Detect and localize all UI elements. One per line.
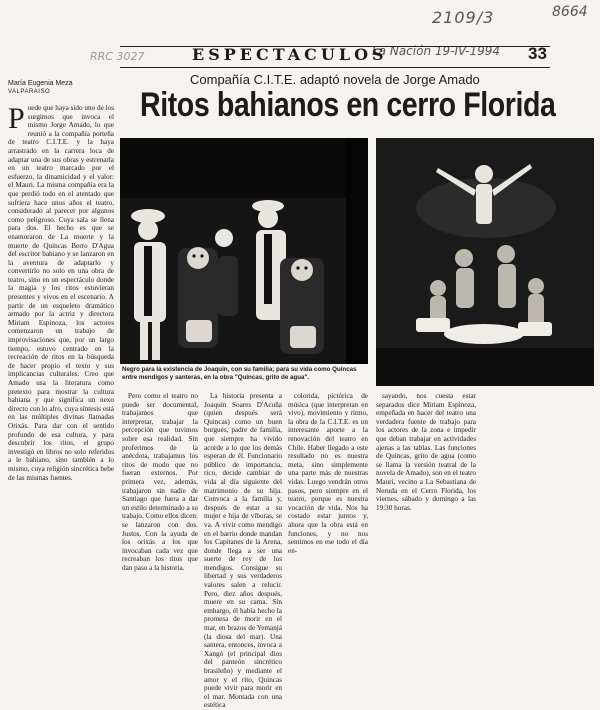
article-column-2 [122,392,198,572]
dateline-location: VALPARAISO [8,89,51,95]
article-headline: Ritos bahianos en cerro Florida [140,86,556,124]
article-column-4 [288,392,368,555]
author-name: María Eugenia Meza [8,80,73,87]
handwritten-date-note: La Nación 19-IV-1994 [372,44,501,58]
article-column-1 [8,104,114,520]
byline [8,80,73,95]
article-kicker: Compañía C.I.T.E. adaptó novela de Jorge Amado [190,72,480,87]
page-number: 33 [528,44,547,63]
stage-photo-secondary [376,138,594,386]
stage-photo-main-image [120,138,368,364]
drop-cap: P [8,102,25,135]
column-3-text: La historia presenta a Joaquín Soares D'Acuña (quien después será Quincas) como un buen burgués, padre de familia, que siempre ha vivido acorde a lo que los demás esperan de él. Funcionario público de importancia, rico, decide cambiar de vida al día siguiente del matrimonio de su hija. Convoca a la familia y, después de estar a su mujer e hija de víboras, se va. A vivir como mendigo en el barrio donde mandan los Capitanes de la Arena, donde llega a ser una suerte de rey de los mendigos. Consigue su libertad y sus verdaderos valores salen a relucir. Pero, diez años después, muere en su cama. Sin embargo, él había hecho la promesa de morir en el mar, en brazos de Yemanjá (la diosa del mar). Una santera, entonces, invoca a Xangó (el principal dios del panteón sincrético brasileño) y mediante el amor y el rito, Quincas puede vivir para morir en el mar. Montada con una estética [204,392,282,710]
column-2-text: Pero como el teatro no puede ser documental, trabajamos que interpretar, trabajar la percepción que tuvimos sobre esa realidad. Sin proferimos de la anécdota, trabajamos los ritos de modo que no fueran externos. Por primera vez, además, trabajaron sin nadie de Santiago que fuera a dar un estilo determinado a su trabajo. Como ellos dicen: se lanzaron con dos. Justos. Con la ayuda de los orixás a los que invocaban cada vez que recreaban los ritos que dan paso a la historia. [122,392,198,572]
column-1-text: uede que haya sido uno de los surgimos que invoca el mismo Jorge Amado, lo que reunió a la compañía porteña de teatro C.I.T.E. y la haya arrastrado en la carrera loca de adaptar una de sus obras y estrenarla en un teatro marcado por el esfuerzo, la dinamicidad y el valor: el Mauri. La misma compañía era la que perdió todo en el atentado que sufriera hace unos años el teatro, considerado al parecer por algunos como peligroso. Cuya sala se llena para dos. El hecho es que se enamoraron de La muerte y la muerte de Quincas Berro D'Agua del escritor bahiano y se lanzaron en la aventura de adaptarlo y convertirlo no solo en una obra de teatro, sino en un espectáculo donde la magia y los ritos estuvieran presentes y vivos en el escenario. A partir de un esqueleto dramático armado por la actriz y directora Miriam Espinoza, los actores comenzaron un trabajo de improvisaciones que, por un largo tiempo, estuvo centrado en la recreación de ritos en la búsqueda de hacer propio el texto y sus implicancias culturales. Creo que Amado usa la literatura como pretexto para mostrar la cultura bahiana y que significa un nexo directo con lo afro, cuya síntesis está en las múltiples divinas llamadas Orixás. Para dar con el sentido profundo de esa cultura, y para descubrir los ritos, el grupo investigó en libros no solo referidos a le bahiano, sino también a lo mismo, cuya religión sincrética bebe de las mismas fuentes. [8,104,114,482]
handwritten-note-top-mid: 2109/3 [432,8,495,27]
article-column-3 [204,392,282,710]
handwritten-note-top-right: 8664 [552,4,588,20]
photo-caption: Negro para la existencia de Joaquín, con su familia; para su vida como Quincas entre mendigos y santeras, en la obra "Quincas, grito de agua". [122,366,357,381]
section-title: ESPECTACULOS [192,45,388,64]
stage-photo-main [120,138,368,364]
stage-photo-secondary-image [376,138,594,386]
column-5-text: sayando, nos cuesta estar separados dice Miriam Espinoza, empeñada en hacer del teatro una verdadera fuente de trabajo para los actores de la zona e impedir que deban trabajar en actividades ajenas a las tablas. Las funciones de Quincas, grito de agua (como se llama la versión teatral de la novela de Amado), son en el teatro Mauri, vecino a La Sebastiana de Neruda en el Cerro Florida, los viernes, sábado y domingo a las 19:30 horas. [376,392,476,512]
column-4-text: colorida, pictórica de música (que interpretan en vivo), movimiento y ritmo, la obra de la C.I.T.E. es un interesante aporte a la renovación del teatro en Chile. Haber llegado a este resultado no es nuestra meta, sino simplemente una parte más de nuestras vidas. Luego vendrán otros pasos, pero siempre en el teatro, porque es nuestra vocación de vida. Nos ha costado estar juntos y, ahora que la obra está en funciones, y no nos sentimos en ese todo el día en- [288,392,368,555]
article-column-5 [376,392,476,520]
handwritten-note-left: RRC 3027 [90,50,145,63]
